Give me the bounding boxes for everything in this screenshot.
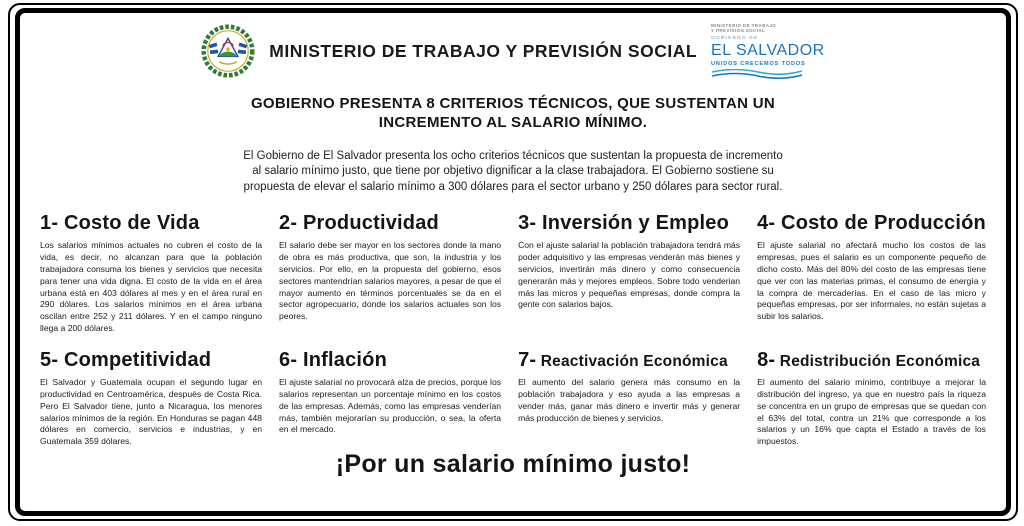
section-title: Costo de Vida [63,212,200,235]
section-inflacion [279,349,501,448]
section-body: El aumento del salario mínimo, contribuye a mejorar la distribución del ingreso, ya que en nuestro país la riqueza se concentra en un grupo de empresas que se quedan con el 63% del total, contra un 21% que corresponde a los salarios y un 16% que capta el Estado a través de los impuestos. [757,376,986,447]
section-costo-de-vida [40,212,262,335]
section-heading [279,349,501,372]
section-body: Los salarios mínimos actuales no cubren el costo de la vida, es decir, no alcanzan para que la población trabajadora consuma los bienes y servicios que necesita para tener una vida digna. El costo de la vida en el área urbana está en 403 dólares al mes y en el área rural en 290 dólares. Los salarios mínimos en el área urbana oscilan entre 252 y 211 dólares. Y en el campo ninguno llega a 200 dólares. [40,240,263,334]
main-title [20,95,1006,133]
ministry-title: MINISTERIO DE TRABAJO Y PREVISIÓN SOCIAL [269,40,698,61]
section-productividad [279,212,501,335]
section-inversion-y-empleo [518,212,740,335]
logo-tagline: UNIDOS CRECEMOS TODOS [711,60,806,67]
section-costo-de-produccion [757,212,986,335]
section-title: Reactivación Económica [540,352,728,370]
section-body: El salario debe ser mayor en los sectores donde la mano de obra es más productiva, que son, la industria y los servicios. Por ello, en la propuesta del gobierno, esos sectores mantendrían salarios mayores, a pesar de que el mayor aumento en términos porcentuales se da en el sector agropecuario, donde los salarios actuales son los peores. [279,240,502,322]
section-heading [757,349,986,372]
section-heading [757,212,986,235]
logo-waves-icon [711,69,803,79]
intro-paragraph: El Gobierno de El Salvador presenta los ocho criterios técnicos que sustentan la propuesta de incremento al salario mínimo justo, que tiene por objetivo dignificar a la clase trabajadora. El Gobierno sostiene su propuesta de elevar el salario mínimo a 300 dólares para el sector urbano y 250 dólares para sector rural. [243,149,783,194]
section-title: Productividad [302,212,439,235]
section-body: Con el ajuste salarial la población trabajadora tendrá más poder adquisitivo y las empresas venderán más bienes y servicios, invertirán más dinero y como consecuencia generarán más y mejores empleos. Sobre todo venderian más las micros y pequeñas empresas, donde compra la gente con salarios bajos. [518,240,741,310]
logo-ministry-line1: MINISTERIO DE TRABAJO [711,22,777,28]
el-salvador-coat-of-arms-icon [201,24,255,78]
section-number: 6- [279,348,298,371]
section-number: 1- [40,212,59,235]
section-title: Inflación [302,348,388,371]
section-number: 3- [518,212,537,235]
section-heading [279,212,501,235]
section-number: 8- [757,348,776,371]
section-number: 2- [279,212,298,235]
section-redistribucion-economica [757,349,986,448]
section-body: El Salvador y Guatemala ocupan el segundo lugar en productividad en Centroamérica, después de Costa Rica. Pero El Salvador tiene, junto a Nicaragua, los menores salarios mínimos de la región. En Honduras se pagan 448 dólares en comercio, servicios e industrias, y en Guatemala 359 dólares. [40,376,263,447]
section-number: 5- [40,348,59,371]
section-heading [518,349,740,372]
section-title: Redistribución Económica [779,352,981,370]
header [20,21,1006,81]
section-heading [40,349,262,372]
section-number: 4- [757,212,776,235]
logo-el-salvador: EL SALVADOR [711,41,825,59]
main-title-line2: INCREMENTO AL SALARIO MÍNIMO. [378,113,648,131]
section-heading [40,212,262,235]
section-competitividad [40,349,262,448]
section-number: 7- [518,348,537,371]
poster [15,8,1011,516]
section-reactivacion-economica [518,349,740,448]
section-heading [518,212,740,235]
section-body: El ajuste salarial no provocará alza de precios, porque los salarios representan un porcentaje mínimo en los costos de las empresas. Además, como las empresas venderían más, también mejorarían su producción, o sea, la oferta en el mercado. [279,376,502,435]
logo-gobierno-de: GOBIERNO DE [711,36,759,42]
section-title: Inversión y Empleo [542,212,730,235]
section-title: Costo de Producción [781,212,986,235]
main-title-line1: GOBIERNO PRESENTA 8 CRITERIOS TÉCNICOS, QUE SUSTENTAN UN [250,95,776,112]
section-body: El aumento del salario genera más consumo en la población trabajadora y eso ayuda a las empresas a vender más, ganar más dinero e invertir más y generar más producción de bienes y servicios. [518,376,741,423]
footer-slogan: ¡Por un salario mínimo justo! [335,450,691,479]
section-title: Competitividad [63,348,212,371]
criteria-grid [20,212,1006,448]
section-body: El ajuste salarial no afectará mucho los costos de las empresas, pues el salario es un componente pequeño de dicho costo. Más del 80% del costo de las empresas tiene que ver con las materias primas, el consumo de energía y la compra de mercaderías. En el caso de las micro y pequeñas empresas, por ser informales, no están sujetas a subir los salarios. [757,240,986,322]
government-logo [711,23,825,80]
logo-ministry-line2: Y PREVISIÓN SOCIAL [711,27,766,33]
